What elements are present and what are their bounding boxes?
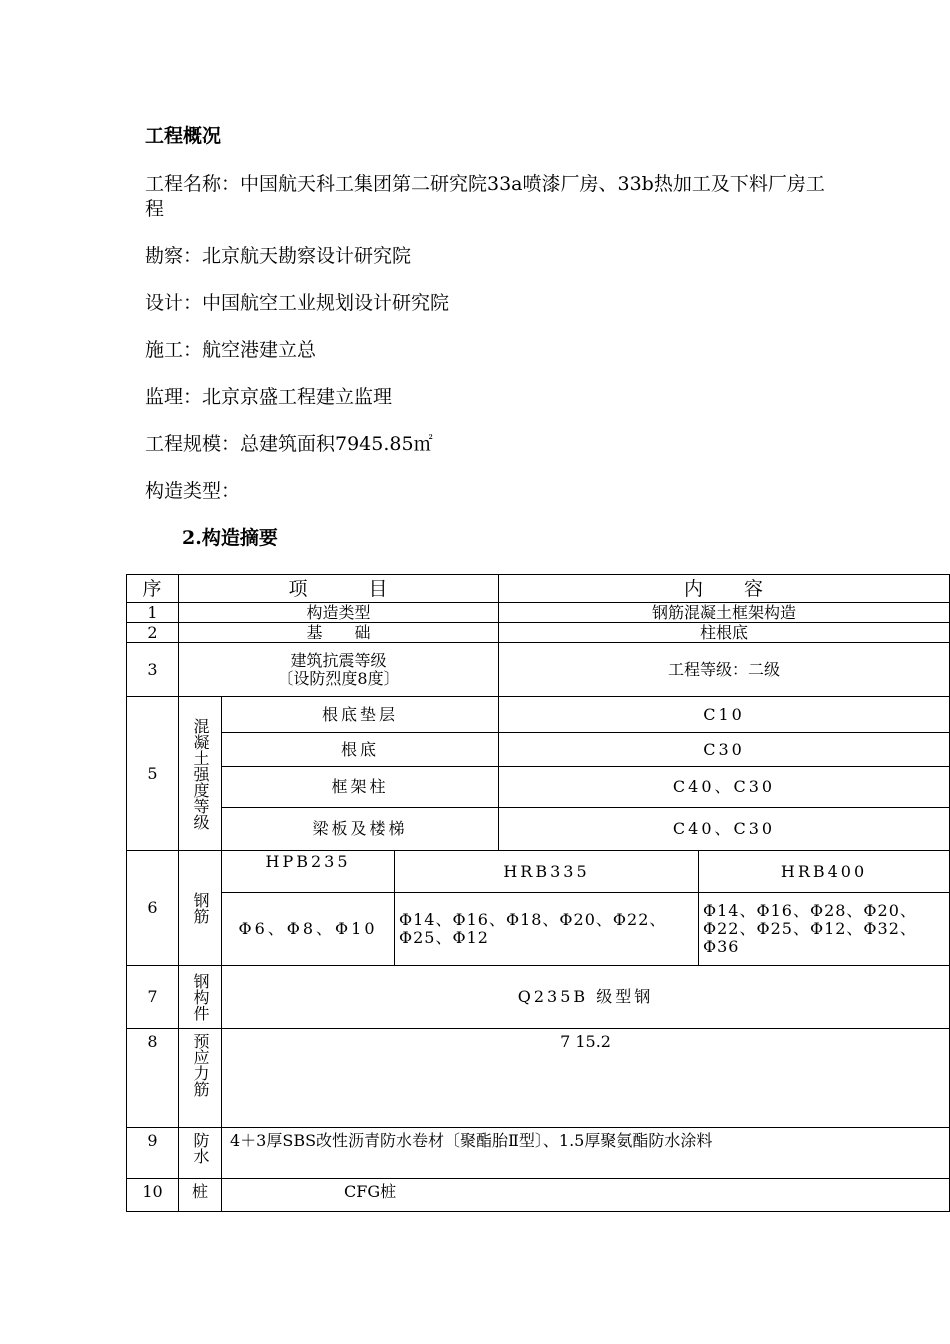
summary-heading: 2.构造摘要 (182, 527, 278, 549)
row3-item (179, 643, 499, 697)
table-row (127, 893, 950, 966)
row3-seq: 3 (127, 643, 179, 697)
row10-group: 桩 (179, 1179, 222, 1212)
row2-content: 柱根底 (499, 623, 950, 643)
table-row (127, 733, 950, 767)
overview-heading: 工程概况 (145, 125, 222, 147)
row10-seq: 10 (127, 1179, 179, 1212)
row5-group (179, 697, 222, 851)
table-row (127, 1128, 950, 1179)
row6-size2: Φ14、Φ16、Φ18、Φ20、Φ22、Φ25、Φ12 (395, 893, 699, 966)
structure-type-line: 构造类型： (145, 480, 241, 502)
header-item: 项 目 (179, 575, 499, 603)
row5-sub1-item: 根底垫层 (222, 697, 499, 733)
survey-line: 勘察：北京航天勘察设计研究院 (145, 245, 412, 267)
table-row (127, 1179, 950, 1212)
design-line: 设计：中国航空工业规划设计研究院 (145, 292, 450, 314)
header-seq: 序 (127, 575, 179, 603)
row6-grade1: HPB235 (222, 851, 395, 893)
supervision-line: 监理：北京京盛工程建立监理 (145, 386, 393, 408)
row8-seq: 8 (127, 1029, 179, 1128)
row5-seq: 5 (127, 697, 179, 851)
row10-content: CFG桩 (222, 1179, 950, 1212)
table-row (127, 851, 950, 893)
row3-content: 工程等级：二级 (499, 643, 950, 697)
row5-sub3-item: 框架柱 (222, 767, 499, 808)
row7-seq: 7 (127, 966, 179, 1029)
row5-group-label: 混凝土强度等级 (191, 717, 210, 830)
table-row (127, 1029, 950, 1128)
row5-sub1-content: C10 (499, 697, 950, 733)
row5-sub4-item: 梁板及楼梯 (222, 808, 499, 851)
row8-group (179, 1029, 222, 1128)
row6-group (179, 851, 222, 966)
row6-size1: Φ6、Φ8、Φ10 (222, 893, 395, 966)
row7-group (179, 966, 222, 1029)
table-row (127, 643, 950, 697)
row9-seq: 9 (127, 1128, 179, 1179)
table-row (127, 603, 950, 623)
table-row (127, 767, 950, 808)
row6-grade2: HRB335 (395, 851, 699, 893)
row7-content: Q235B 级型钢 (222, 966, 950, 1029)
table-row (127, 697, 950, 733)
row2-item: 基 础 (179, 623, 499, 643)
row9-content: 4＋3厚SBS改性沥青防水卷材〔聚酯胎Ⅱ型〕、1.5厚聚氨酯防水涂料 (222, 1128, 950, 1179)
row9-group (179, 1128, 222, 1179)
row1-item: 构造类型 (179, 603, 499, 623)
row8-group-label: 预应力筋 (191, 1033, 210, 1097)
table-row (127, 808, 950, 851)
row5-sub2-content: C30 (499, 733, 950, 767)
header-content: 内 容 (499, 575, 950, 603)
row5-sub2-item: 根底 (222, 733, 499, 767)
row3-item-line2: 〔设防烈度8度〕 (277, 668, 400, 688)
row6-size3: Φ14、Φ16、Φ28、Φ20、Φ22、Φ25、Φ12、Φ32、Φ36 (699, 893, 950, 966)
table-row (127, 623, 950, 643)
table-header-row (127, 575, 950, 603)
project-name: 工程名称：中国航天科工集团第二研究院33a喷漆厂房、33b热加工及下料厂房工程 (145, 173, 825, 220)
row9-group-label: 防水 (191, 1132, 210, 1164)
row1-content: 钢筋混凝土框架构造 (499, 603, 950, 623)
row5-sub4-content: C40、C30 (499, 808, 950, 851)
row3-item-line1: 建筑抗震等级 (290, 650, 387, 670)
row2-seq: 2 (127, 623, 179, 643)
scale-line: 工程规模：总建筑面积7945.85㎡ (145, 433, 433, 455)
row8-content: 7 15.2 (222, 1029, 950, 1128)
row5-sub3-content: C40、C30 (499, 767, 950, 808)
row6-group-label: 钢筋 (191, 892, 210, 924)
row7-group-label: 钢构件 (191, 973, 210, 1021)
table-row (127, 966, 950, 1029)
structure-summary-table (126, 574, 950, 1212)
construction-line: 施工：航空港建立总 (145, 339, 317, 361)
row6-seq: 6 (127, 851, 179, 966)
row1-seq: 1 (127, 603, 179, 623)
row6-grade3: HRB400 (699, 851, 950, 893)
